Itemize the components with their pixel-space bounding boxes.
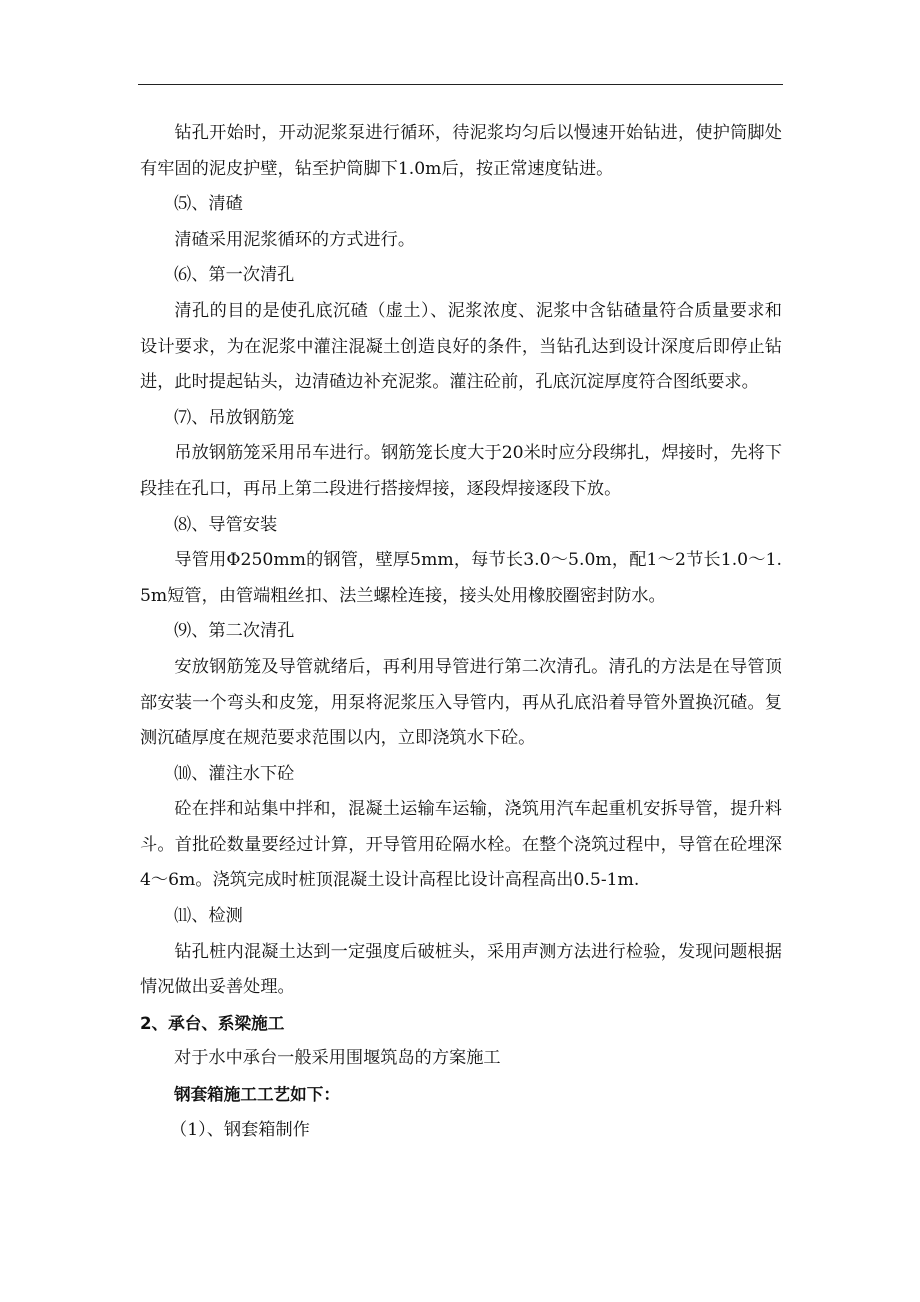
item-conduit-install: ⑻、导管安装: [174, 514, 278, 535]
paragraph-cofferdam: 对于水中承台一般采用围堰筑岛的方案施工: [174, 1048, 501, 1069]
paragraph-conduit-install: 导管用Φ250mm的钢管，壁厚5mm，每节长3.0～5.0m，配1～2节长1.0～1.5m短管，由管端粗丝扣、法兰螺栓连接，接头处用橡胶圈密封防水。: [140, 550, 782, 606]
paragraph-inspection: 钻孔桩内混凝土达到一定强度后破桩头，采用声测方法进行检验，发现问题根据情况做出妥善处理。: [140, 941, 782, 998]
paragraph-rebar-cage: 吊放钢筋笼采用吊车进行。钢筋笼长度大于20米时应分段绑扎，焊接时，先将下段挂在孔口，再吊上第二段进行搭接焊接，逐段焊接逐段下放。: [140, 443, 782, 499]
item-steel-box-fabrication: （1）、钢套箱制作: [170, 1119, 310, 1140]
paragraph-second-hole-clean: 安放钢筋笼及导管就绪后，再利用导管进行第二次清孔。清孔的方法是在导管顶部安装一个弯头和皮笼，用泵将泥浆压入导管内，再从孔底沿着导管外置换沉碴。复测沉碴厚度在规范要求范围以内，立即浇筑水下砼。: [140, 656, 782, 749]
item-first-hole-clean: ⑹、第一次清孔: [174, 265, 295, 286]
item-underwater-concrete: ⑽、灌注水下砼: [174, 763, 295, 784]
section-heading-pile-cap: 2、承台、系梁施工: [140, 1013, 285, 1033]
item-second-hole-clean: ⑼、第二次清孔: [174, 621, 295, 642]
paragraph-drilling-start: 钻孔开始时，开动泥浆泵进行循环，待泥浆均匀后以慢速开始钻进，使护筒脚处有牢固的泥皮护壁，钻至护筒脚下1.0m后，按正常速度钻进。: [140, 123, 782, 179]
paragraph-clear-residue: 清碴采用泥浆循环的方式进行。: [174, 229, 416, 250]
bold-heading-steel-box: 钢套箱施工工艺如下：: [174, 1085, 340, 1105]
paragraph-first-hole-clean: 清孔的目的是使孔底沉碴（虚土）、泥浆浓度、泥浆中含钻碴量符合质量要求和设计要求，为在泥浆中灌注混凝土创造良好的条件，当钻孔达到设计深度后即停止钻进，此时提起钻头，边清碴边补充泥浆。灌注砼前，孔底沉淀厚度符合图纸要求。: [140, 300, 782, 393]
paragraph-underwater-concrete: 砼在拌和站集中拌和，混凝土运输车运输，浇筑用汽车起重机安拆导管，提升料斗。首批砼数量要经过计算，开导管用砼隔水栓。在整个浇筑过程中，导管在砼埋深4～6m。浇筑完成时桩顶混凝土设计高程比设计高程高出0.5-1m.: [140, 799, 782, 891]
header-rule: [138, 84, 783, 85]
item-inspection: ⑾、检测: [174, 906, 243, 927]
item-clear-residue: ⑸、清碴: [174, 194, 243, 215]
document-body: [140, 116, 782, 1148]
item-rebar-cage: ⑺、吊放钢筋笼: [174, 407, 295, 428]
